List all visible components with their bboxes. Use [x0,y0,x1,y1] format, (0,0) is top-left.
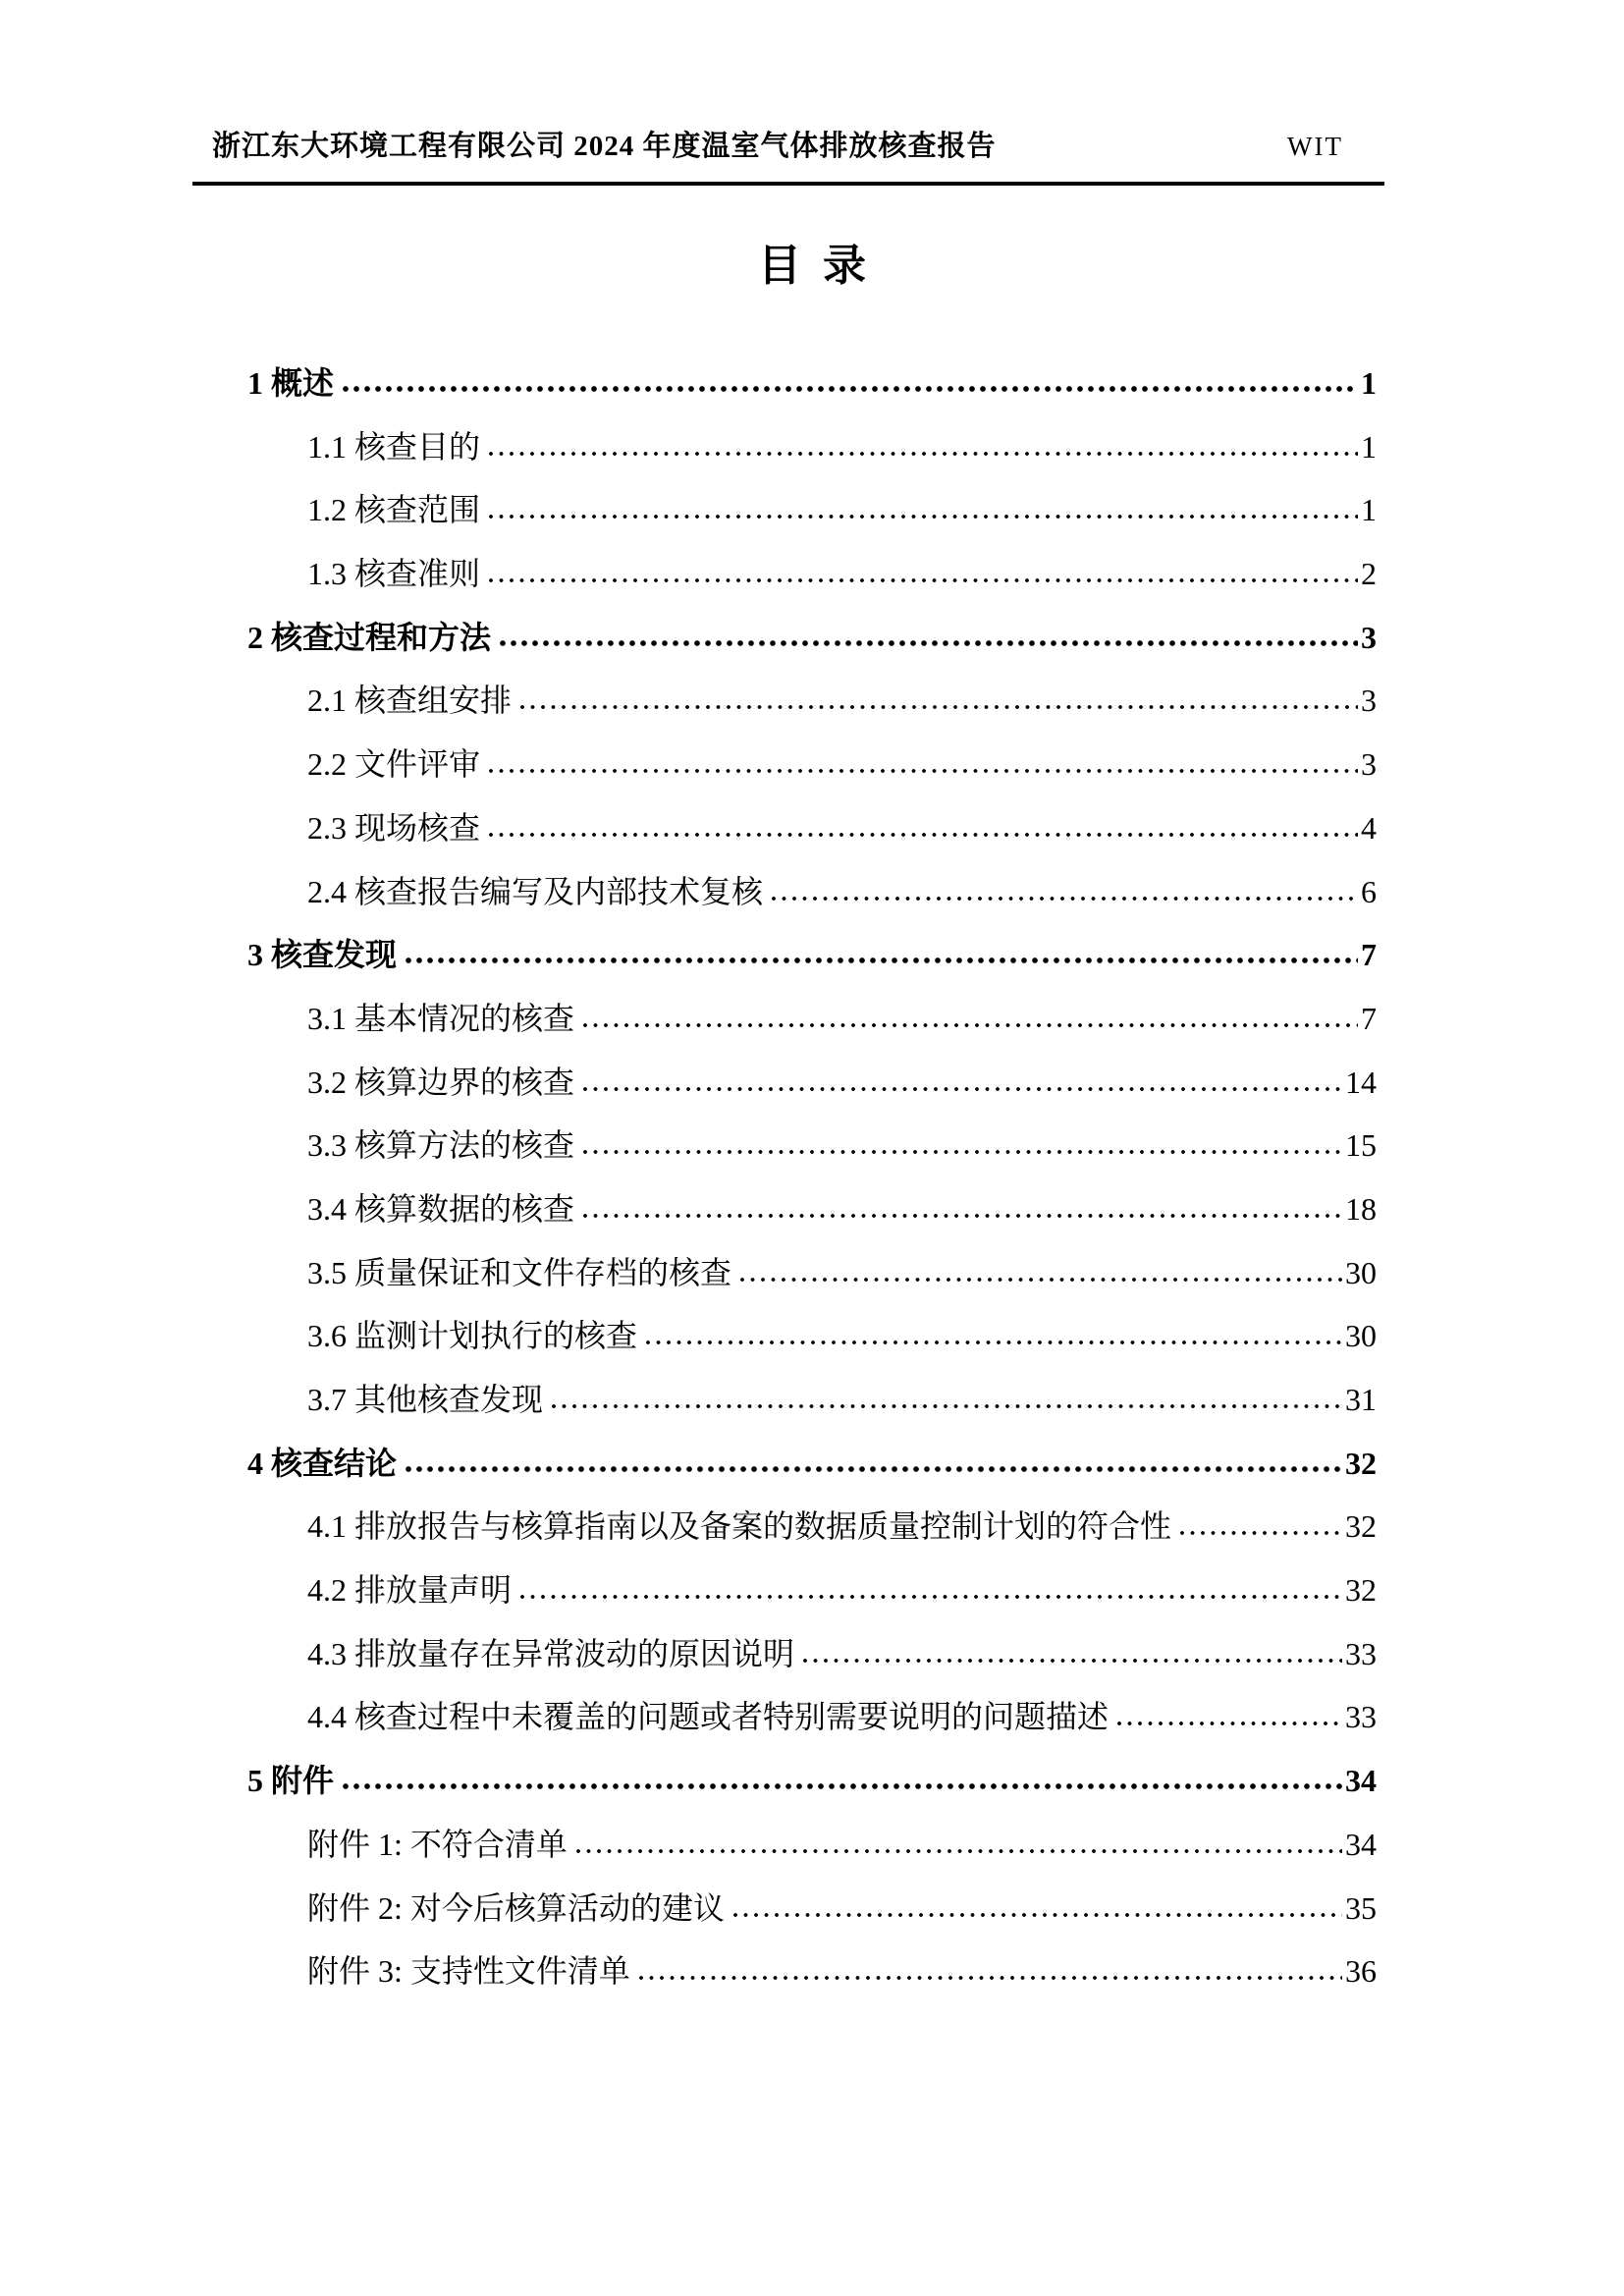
toc-row [247,1114,1377,1177]
toc-entry-label: 附件 2: 对今后核算活动的建议 [307,1889,725,1926]
toc-row [247,1877,1377,1941]
toc-entry-page: 36 [1345,1953,1377,1990]
toc-entry-page: 3 [1361,746,1377,783]
toc-entry-label: 1.3 核查准则 [307,556,481,592]
toc-entry-page: 32 [1345,1572,1377,1609]
toc-row [247,352,1377,415]
dot-leader [583,1144,1342,1156]
toc-entry-page: 1 [1361,428,1377,465]
toc-row [247,1558,1377,1622]
toc-entry-page: 15 [1345,1127,1377,1164]
toc-row [247,860,1377,924]
toc-row [247,1051,1377,1115]
toc-entry-page: 35 [1345,1889,1377,1926]
dot-leader [583,1017,1358,1029]
toc-entry-label: 2 核查过程和方法 [247,619,492,655]
toc-entry-label: 附件 3: 支持性文件清单 [307,1953,630,1990]
dot-leader [406,954,1358,965]
dot-leader [500,636,1358,648]
toc-entry-page: 2 [1361,556,1377,592]
dot-leader [489,827,1358,839]
toc-entry-page: 34 [1345,1826,1377,1862]
toc-title: 目 录 [758,242,866,290]
toc-row [247,1432,1377,1496]
toc-entry-label: 5 附件 [247,1763,335,1799]
toc-list [247,352,1377,2003]
toc-entry-label: 3.5 质量保证和文件存档的核查 [307,1254,732,1290]
toc-entry-page: 14 [1345,1064,1377,1100]
toc-entry-page: 1 [1361,365,1377,401]
dot-leader [772,891,1358,902]
toc-entry-label: 2.4 核查报告编写及内部技术复核 [307,873,764,909]
toc-row [247,606,1377,670]
toc-entry-page: 3 [1361,683,1377,719]
dot-leader [576,1843,1342,1855]
toc-entry-label: 3 核查发现 [247,937,398,973]
dot-leader [1180,1525,1342,1537]
toc-row [247,733,1377,796]
dot-leader [520,1589,1342,1601]
toc-row [247,415,1377,479]
toc-entry-label: 1 概述 [247,365,335,401]
dot-leader [489,446,1358,458]
header-title: 浙江东大环境工程有限公司 2024 年度温室气体排放核查报告 [212,131,997,162]
dot-leader [520,699,1358,711]
toc-entry-page: 3 [1361,619,1377,655]
toc-entry-page: 30 [1345,1318,1377,1354]
toc-entry-page: 4 [1361,809,1377,846]
dot-leader [733,1907,1342,1919]
toc-entry-label: 4.3 排放量存在异常波动的原因说明 [307,1635,795,1671]
dot-leader [343,1779,1342,1791]
toc-row [247,987,1377,1051]
toc-entry-label: 1.2 核查范围 [307,492,481,528]
toc-row [247,923,1377,987]
toc-row [247,796,1377,860]
toc-entry-page: 6 [1361,873,1377,909]
toc-entry-label: 3.3 核算方法的核查 [307,1127,575,1164]
toc-entry-page: 18 [1345,1190,1377,1227]
dot-leader [489,573,1358,584]
dot-leader [552,1398,1342,1410]
toc-entry-label: 2.3 现场核查 [307,809,481,846]
dot-leader [740,1272,1342,1284]
toc-row [247,1177,1377,1241]
toc-row [247,1241,1377,1305]
toc-entry-label: 2.1 核查组安排 [307,683,513,719]
toc-entry-page: 30 [1345,1254,1377,1290]
toc-entry-page: 1 [1361,492,1377,528]
toc-entry-label: 4.2 排放量声明 [307,1572,513,1609]
toc-entry-page: 34 [1345,1763,1377,1799]
toc-entry-label: 4 核查结论 [247,1445,398,1481]
toc-row [247,1622,1377,1686]
toc-entry-page: 32 [1345,1445,1377,1481]
dot-leader [803,1653,1342,1665]
toc-row [247,1749,1377,1813]
toc-entry-label: 2.2 文件评审 [307,746,481,783]
toc-row [247,1368,1377,1432]
toc-entry-page: 31 [1345,1382,1377,1417]
dot-leader [583,1208,1342,1220]
toc-entry-page: 7 [1361,937,1377,973]
toc-row [247,1304,1377,1368]
dot-leader [489,763,1358,775]
toc-entry-label: 3.6 监测计划执行的核查 [307,1318,638,1354]
toc-entry-label: 3.7 其他核查发现 [307,1382,544,1417]
dot-leader [489,509,1358,520]
header-logo: WIT [1287,132,1343,161]
toc-entry-label: 1.1 核查目的 [307,428,481,465]
toc-row [247,1813,1377,1877]
dot-leader [343,382,1358,394]
toc-entry-label: 4.1 排放报告与核算指南以及备案的数据质量控制计划的符合性 [307,1508,1172,1545]
toc-entry-label: 3.1 基本情况的核查 [307,1000,575,1036]
toc-entry-page: 32 [1345,1508,1377,1545]
toc-entry-label: 3.4 核算数据的核查 [307,1190,575,1227]
toc-row [247,478,1377,542]
dot-leader [646,1335,1342,1346]
toc-row [247,1495,1377,1558]
toc-entry-label: 4.4 核查过程中未覆盖的问题或者特别需要说明的问题描述 [307,1699,1110,1735]
toc-entry-page: 33 [1345,1635,1377,1671]
page-header [192,124,1384,186]
toc-entry-page: 33 [1345,1699,1377,1735]
toc-entry-label: 附件 1: 不符合清单 [307,1826,568,1862]
toc-row [247,542,1377,606]
dot-leader [1117,1716,1342,1727]
toc-row [247,1685,1377,1749]
dot-leader [583,1081,1342,1093]
toc-row [247,1940,1377,2003]
dot-leader [639,1970,1342,1982]
toc-entry-label: 3.2 核算边界的核查 [307,1064,575,1100]
dot-leader [406,1462,1342,1474]
toc-row [247,669,1377,733]
toc-entry-page: 7 [1361,1000,1377,1036]
